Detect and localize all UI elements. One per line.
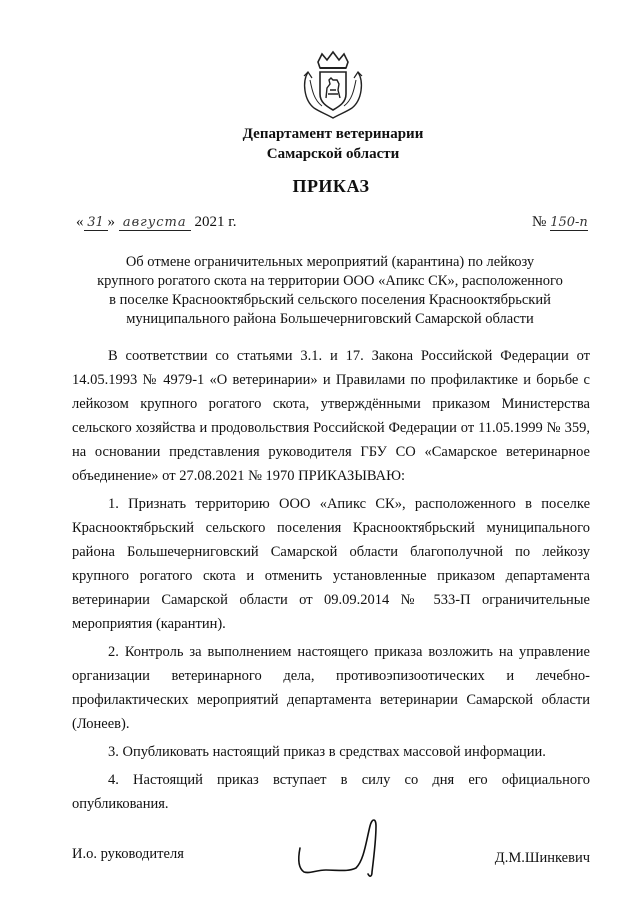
number-label: № [531, 214, 547, 230]
order-date [76, 214, 236, 231]
date-day: 31 [84, 216, 108, 231]
order-subject [80, 253, 580, 329]
doc-type-label: ПРИКАЗ [292, 176, 370, 196]
number-value: 150-п [550, 215, 588, 230]
subject-line-1: Об отмене ограничительных мероприятий (карантина) по лейкозу [125, 254, 535, 270]
date-month: августа [119, 216, 191, 231]
signatory-title: И.о. руководителя [72, 846, 184, 862]
subject-line-3: в поселке Краснооктябрьский сельского поселения Краснооктябрьский [109, 292, 551, 308]
order-item-2: 2. Контроль за выполнением настоящего приказа возложить на управление организации ветеринарного дела, противоэпизоотических и лечебно-профилактических мероприятий департамента ветеринарии Самарской области (Лонеев). [72, 644, 590, 732]
order-item-3: 3. Опубликовать настоящий приказ в средствах массовой информации. [108, 744, 546, 760]
signatory-name: Д.М.Шинкевич [494, 850, 590, 866]
subject-line-4: муниципального района Большечерниговский Самарской области [126, 311, 534, 327]
order-item-1: 1. Признать территорию ООО «Апикс СК», расположенного в поселке Краснооктябрьский сельского поселения Краснооктябрьский муниципального района Большечерниговский Самарской области благополучной по лейкозу крупного рогатого скота и отменить установленные приказом департамента ветеринарии Самарской области от 09.09.2014 № 533-П ограничительные мероприятия (карантин). [72, 496, 590, 632]
order-body [72, 344, 590, 816]
department-line-1: Департамент ветеринарии [242, 126, 424, 142]
handwritten-signature [286, 812, 386, 882]
date-open-quote: « [76, 214, 84, 230]
samara-coat-of-arms-icon [300, 50, 366, 120]
document-title [0, 176, 640, 197]
date-year: 2021 г. [194, 214, 237, 230]
department-line-2: Самарской области [266, 146, 400, 162]
department-name [0, 124, 640, 164]
subject-line-2: крупного рогатого скота на территории ООО «Апикс СК», расположенного [97, 273, 563, 289]
date-close-quote: » [107, 214, 115, 230]
preamble-paragraph: В соответствии со статьями 3.1. и 17. Закона Российской Федерации от 14.05.1993 № 4979-1 «О ветеринарии» и Правилами по профилактике и борьбе с лейкозом крупного рогатого скота, утверждёнными приказом Министерства сельского хозяйства и продовольствия Российской Федерации от 11.05.1999 № 359, на основании представления руководителя ГБУ СО «Самарское ветеринарное объединение» от 27.08.2021 № 1970 ПРИКАЗЫВАЮ: [72, 348, 590, 484]
order-number [532, 214, 588, 231]
order-item-4: 4. Настоящий приказ вступает в силу со дня его официального опубликования. [72, 772, 590, 812]
